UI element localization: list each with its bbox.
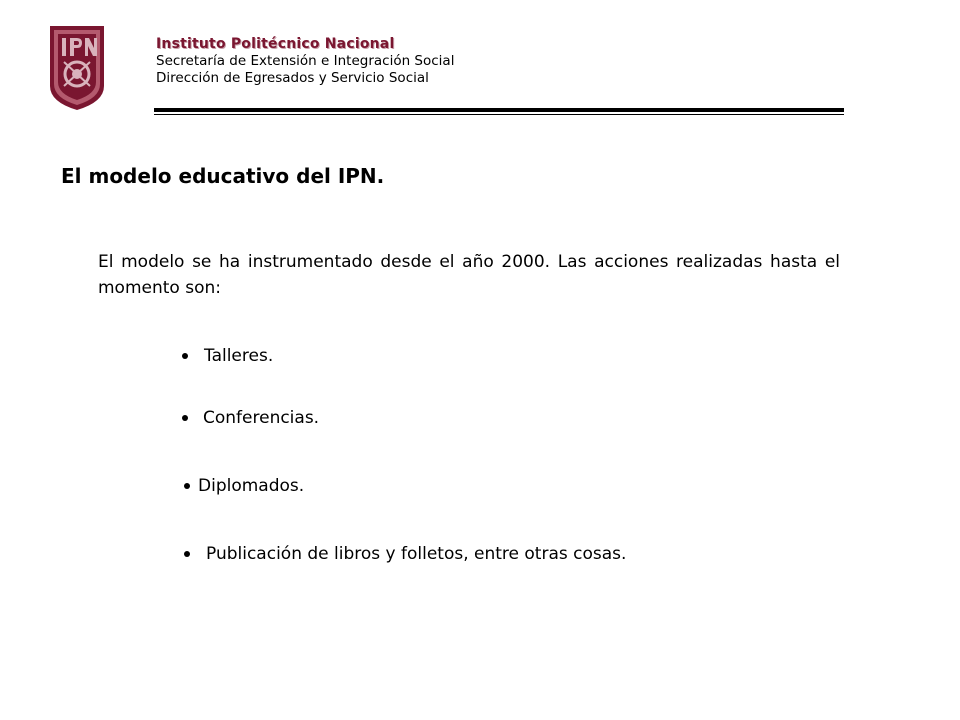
institution-name: Instituto Politécnico Nacional <box>156 36 395 52</box>
intro-paragraph: El modelo se ha instrumentado desde el año 2000. Las acciones realizadas hasta el momento son: <box>98 252 840 298</box>
bullet-icon <box>182 353 188 359</box>
bullet-icon <box>184 551 190 557</box>
institution-header <box>156 36 454 87</box>
bullet-icon <box>184 483 190 489</box>
bullet-text: Publicación de libros y folletos, entre otras cosas. <box>206 544 627 564</box>
bullet-text: Talleres. <box>204 346 274 366</box>
bullet-icon <box>182 415 188 421</box>
header-divider-thin <box>154 114 844 115</box>
bullet-item-talleres <box>182 346 273 366</box>
ipn-logo <box>44 22 110 112</box>
bullet-text: Conferencias. <box>203 408 320 428</box>
bullet-text: Diplomados. <box>198 476 305 496</box>
ipn-shield-icon <box>44 22 110 112</box>
bullet-item-publicacion <box>184 544 626 564</box>
directorate-name: Dirección de Egresados y Servicio Social <box>156 70 429 86</box>
secretariat-name: Secretaría de Extensión e Integración Social <box>156 53 455 69</box>
page-title: El modelo educativo del IPN. <box>61 164 385 188</box>
bullet-item-diplomados <box>184 476 304 496</box>
bullet-item-conferencias <box>182 408 319 428</box>
header-divider-thick <box>154 108 844 112</box>
